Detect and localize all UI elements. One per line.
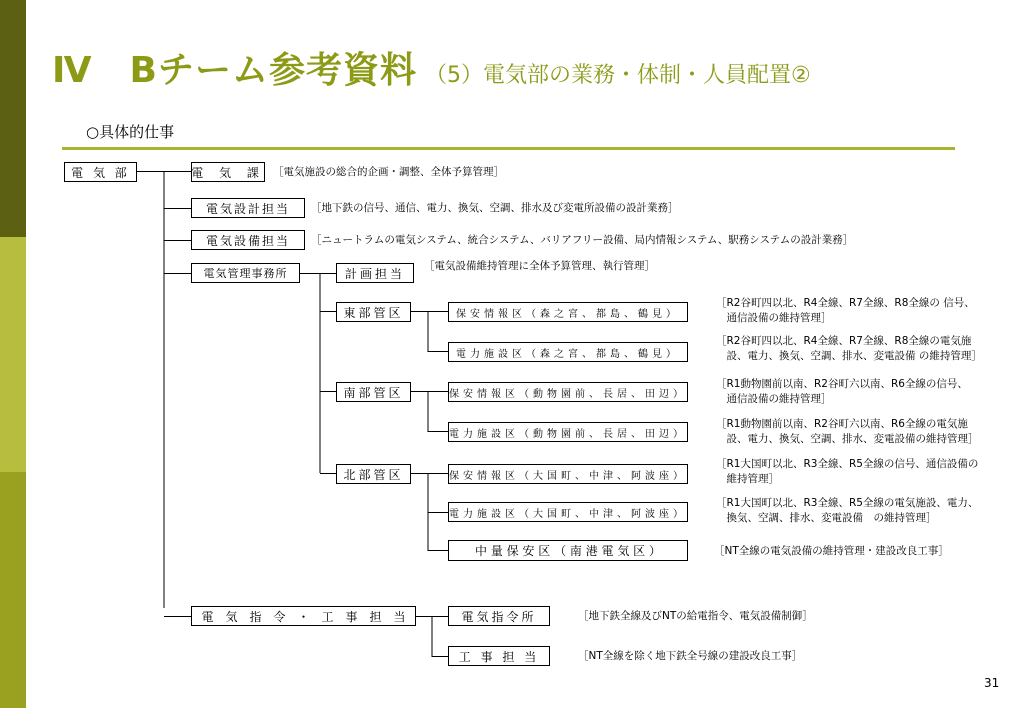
management-office-box: 電気管理事務所 [191,263,300,283]
note-line: ［R2谷町四以北、R4全線、R7全線、R8全線の電気施 [716,335,972,347]
note-line: 設、電力、換気、空調、排水、変電設備の維持管理］ [716,433,979,445]
note-line: 設、電力、換気、空調、排水、変電設備 の維持管理］ [716,350,982,362]
north-district-box: 北部管区 [336,464,411,484]
planning-team-box: 計画担当 [336,263,414,283]
note-line: ［R1動物園前以南、R2谷町六以南、R6全線の信号、 [716,378,968,390]
east-district-box: 東部管区 [336,302,411,322]
south-safety-info-box: 保安情報区（動物園前、長居、田辺） [448,382,688,402]
nankou-electric-box: 中 量 保 安 区 （ 南 港 電 気 区 ） [448,540,688,561]
south-power-facility-box: 電力施設区（動物園前、長居、田辺） [448,422,688,442]
south-power-facility-note [716,417,979,447]
design-team-box: 電気設計担当 [191,198,305,218]
note-line: ［R1動物園前以南、R2谷町六以南、R6全線の電気施 [716,418,968,430]
north-power-facility-box: 電力施設区（大国町、中津、阿波座） [448,502,688,522]
command-center-note: ［地下鉄全線及びNTの給電指令、電気設備制御］ [578,610,813,622]
section-subtitle: ○具体的仕事 [86,123,175,141]
east-safety-info-box: 保安情報区（森之宮、都島、鶴見） [448,302,688,322]
electric-section-note: ［電気施設の総合的企画・調整、全体予算管理］ [273,166,504,178]
east-safety-info-note [716,296,975,326]
east-power-facility-note [716,334,982,364]
note-line: 通信設備の維持管理］ [716,393,832,405]
slide-title-sub: （5）電気部の業務・体制・人員配置② [425,63,811,88]
south-connector [411,392,448,432]
command-connector [416,617,448,657]
nankou-electric-note: ［NT全線の電気設備の維持管理・建設改良工事］ [714,545,949,557]
note-line: ［R2谷町四以北、R4全線、R7全線、R8全線の 信号、 [716,297,975,309]
note-line: 換気、空調、排水、変電設備 の維持管理］ [716,512,937,524]
design-team-note: ［地下鉄の信号、通信、電力、換気、空調、排水及び変電所設備の設計業務］ [311,202,679,214]
root-dept-box: 電 気 部 [64,162,137,182]
note-line: ［R1大国町以北、R3全線、R5全線の電気施設、電力、 [716,497,979,509]
north-safety-info-note [716,457,978,487]
equipment-team-note: ［ニュートラムの電気システム、統合システム、バリアフリー設備、局内情報システム、駅務システムの設計業務］ [311,234,854,246]
command-construction-box: 電 気 指 令 ・ 工 事 担 当 [191,606,416,626]
east-power-facility-box: 電力施設区（森之宮、都島、鶴見） [448,342,688,362]
construction-team-box: 工 事 担 当 [448,646,550,666]
construction-team-note: ［NT全線を除く地下鉄全号線の建設改良工事］ [578,650,803,662]
south-district-box: 南部管区 [336,382,411,402]
note-line: 通信設備の維持管理］ [716,312,832,324]
equipment-team-box: 電気設備担当 [191,230,305,250]
east-connector [411,312,448,352]
north-connector [411,474,448,551]
command-center-box: 電気指令所 [448,606,550,626]
planning-team-note: ［電気設備維持管理に全体予算管理、執行管理］ [424,260,655,272]
root-connector [137,172,191,617]
slide-title-main: Ⅳ Bチーム参考資料 [52,50,417,91]
south-safety-info-note [716,377,968,407]
note-line: ［R1大国町以北、R3全線、R5全線の信号、通信設備の [716,458,979,470]
office-connector [300,274,336,474]
page-number: 31 [984,676,1000,690]
north-safety-info-box: 保安情報区（大国町、中津、阿波座） [448,464,688,484]
note-line: 維持管理］ [716,473,779,485]
electric-section-box: 電 気 課 [191,162,265,182]
north-power-facility-note [716,496,978,526]
